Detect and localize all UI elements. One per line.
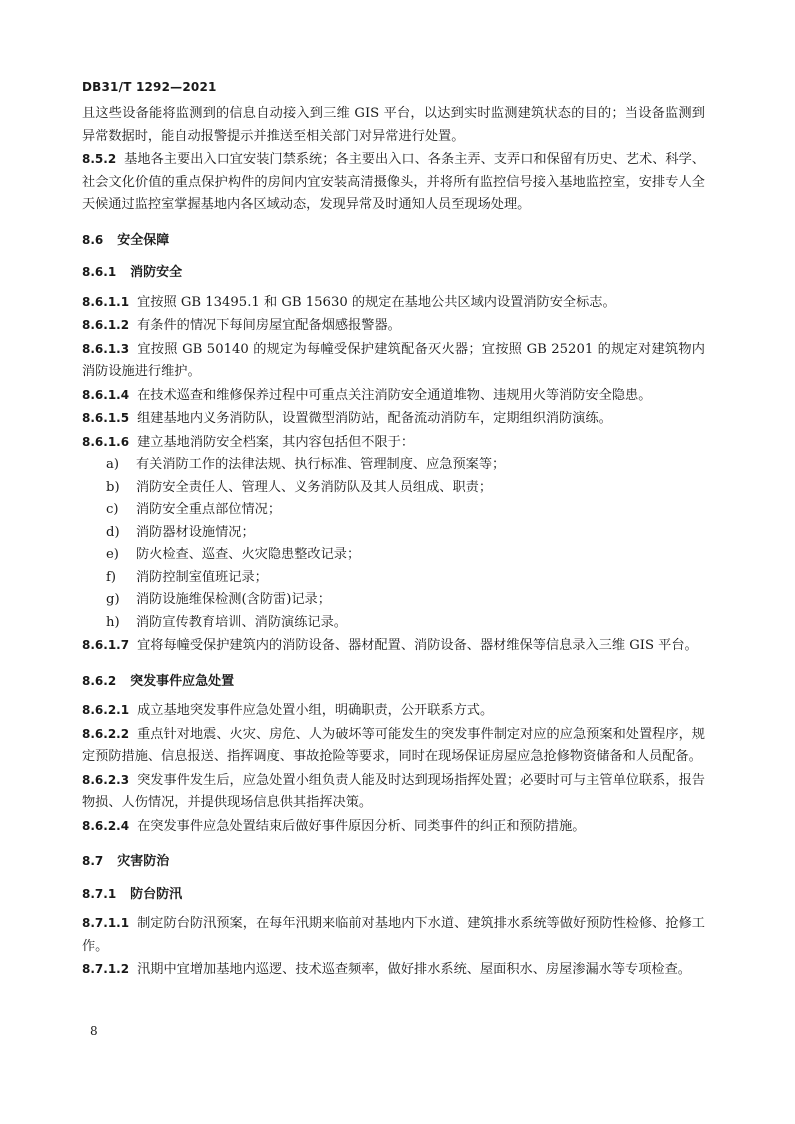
list-item [82,499,705,522]
list-item [82,522,705,545]
list-text: 消防器材设施情况； [136,524,255,540]
clause-8-5-2 [82,148,705,217]
list-text: 有关消防工作的法律法规、执行标准、管理制度、应急预案等； [136,457,506,472]
list-label: c) [106,502,119,517]
clause-number: 8.6.1.2 [82,318,130,332]
clause-number: 8.7.1.1 [82,916,130,930]
section-number: 8.7 [82,854,104,868]
clause-8-6-2-2 [82,723,705,769]
section-heading-8-6 [82,229,705,253]
clause-text: 重点针对地震、火灾、房危、人为破坏等可能发生的突发事件制定对应的应急预案和处置程序，规定预防措施、信息报送、指挥调度、事故抢险等要求，同时在现场保证房屋应急抢修物资储备和人员配备。 [82,726,705,764]
clause-number: 8.6.1.1 [82,294,130,309]
clause-number: 8.6.2.4 [82,818,130,833]
section-title: 安全保障 [117,232,170,248]
list-label: h) [106,614,120,630]
continued-paragraph: 且这些设备能将监测到的信息自动接入到三维 GIS 平台，以达到实时监测建筑状态的目的；当设备监测到异常数据时，能自动报警提示并推送至相关部门对异常进行处置。 [82,106,705,144]
page-number: 8 [90,1024,98,1038]
clause-number: 8.6.2.3 [82,772,130,787]
list-item [82,589,705,612]
list-text: 消防控制室值班记录； [136,569,268,585]
clause-8-6-1-2 [82,314,705,338]
clause-text: 突发事件发生后，应急处置小组负责人能及时达到现场指挥处置；必要时可与主管单位联系，报告物损、人伤情况，并提供现场信息供其指挥决策。 [82,772,705,810]
clause-text: 汛期中宜增加基地内巡逻、技术巡查频率，做好排水系统、屋面积水、房屋渗漏水等专项检查。 [137,962,691,977]
clause-text: 制定防台防汛预案，在每年汛期来临前对基地内下水道、建筑排水系统等做好预防性检修、抢修工作。 [82,916,705,954]
clause-8-6-2-3 [82,769,705,815]
clause-number: 8.6.1.6 [82,434,130,449]
list-text: 消防安全重点部位情况； [136,502,282,517]
clause-number: 8.6.1.4 [82,387,130,402]
list-label: g) [106,592,120,607]
section-number: 8.7.1 [82,886,117,901]
clause-number: 8.7.1.2 [82,962,130,976]
list-item [82,454,705,477]
clause-text: 组建基地内义务消防队，设置微型消防站，配备流动消防车，定期组织消防演练。 [137,411,612,426]
clause-8-6-1-3 [82,338,705,384]
clause-text: 建立基地消防安全档案，其内容包括但不限于： [137,434,415,450]
list-label: e) [106,547,119,562]
list-text: 消防宣传教育培训、消防演练记录。 [136,614,347,630]
clause-text: 在技术巡查和维修保养过程中可重点关注消防安全通道堆物、违规用火等消防安全隐患。 [137,387,652,403]
clause-number: 8.6.1.7 [82,638,130,652]
clause-8-7-1-2 [82,958,705,982]
list-label: a) [106,457,120,472]
list-label: b) [106,479,120,495]
page-body [82,103,705,982]
clause-8-6-2-4 [82,815,705,839]
list-text: 消防安全责任人、管理人、义务消防队及其人员组成、职责； [136,479,493,495]
clause-8-6-1-1 [82,291,705,315]
section-number: 8.6 [82,232,104,247]
section-title: 突发事件应急处置 [130,673,235,689]
list-item [82,544,705,567]
document-code: DB31/T 1292—2021 [82,80,217,94]
section-heading-8-7 [82,850,705,874]
list-label: f) [106,569,117,585]
clause-text: 基地各主要出入口宜安装门禁系统；各主要出入口、各条主弄、支弄口和保留有历史、艺术、科学、社会文化价值的重点保护构件的房间内宜安装高清摄像头，并将所有监控信号接入基地监控室，安排专人全天候通过监控室掌握基地内各区域动态，发现异常及时通知人员至现场处理。 [82,152,705,212]
list-item [82,612,705,635]
list-text: 消防设施维保检测(含防雷)记录； [136,592,331,607]
clause-8-6-1-5 [82,407,705,431]
section-title: 灾害防治 [117,854,170,869]
clause-text: 宜将每幢受保护建筑内的消防设备、器材配置、消防设备、器材维保等信息录入三维 GIS 平台。 [137,638,698,653]
section-number: 8.6.1 [82,265,117,279]
section-heading-8-6-1 [82,261,705,285]
list-label: d) [106,524,120,540]
clause-text: 有条件的情况下每间房屋宜配备烟感报警器。 [137,318,401,333]
clause-text: 在突发事件应急处置结束后做好事件原因分析、同类事件的纠正和预防措施。 [137,818,586,834]
clause-8-6-2-1 [82,699,705,723]
clause-text: 宜按照 GB 50140 的规定为每幢受保护建筑配备灭火器；宜按照 GB 25201 的规定对建筑物内消防设施进行维护。 [82,341,705,379]
clause-number: 8.5.2 [82,152,117,166]
clause-number: 8.6.1.3 [82,341,130,356]
section-heading-8-7-1 [82,883,705,907]
section-number: 8.6.2 [82,673,117,688]
clause-text: 成立基地突发事件应急处置小组，明确职责，公开联系方式。 [137,703,494,718]
clause-8-6-1-6 [82,431,705,455]
clause-8-7-1-1 [82,912,705,958]
clause-text: 宜按照 GB 13495.1 和 GB 15630 的规定在基地公共区域内设置消防安全标志。 [137,294,616,310]
list-item [82,477,705,500]
list-text: 防火检查、巡查、火灾隐患整改记录； [136,547,361,562]
clause-number: 8.6.2.1 [82,703,130,717]
clause-8-6-1-7 [82,634,705,658]
section-title: 防台防汛 [130,886,183,902]
section-title: 消防安全 [130,265,183,280]
clause-number: 8.6.1.5 [82,411,130,425]
section-heading-8-6-2 [82,670,705,694]
clause-number: 8.6.2.2 [82,726,130,741]
clause-8-6-1-4 [82,384,705,408]
list-item [82,567,705,590]
